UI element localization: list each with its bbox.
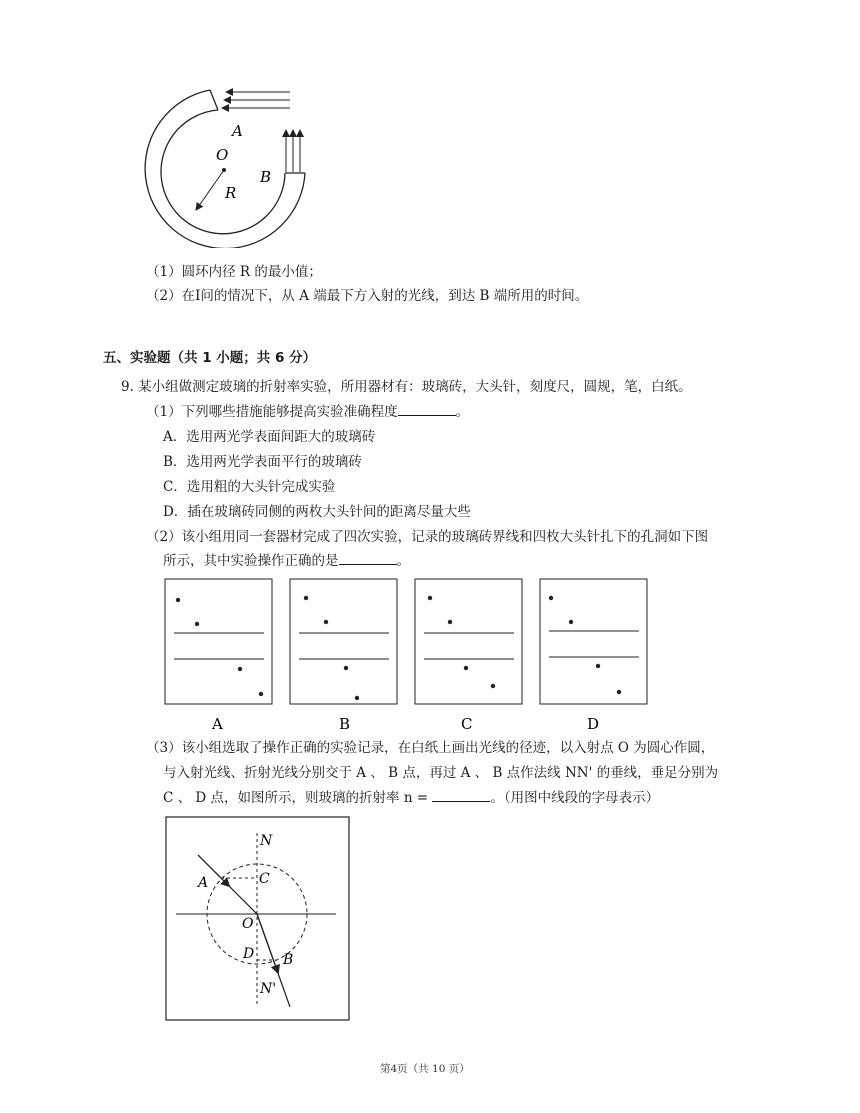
answer-blank-2[interactable] xyxy=(339,551,397,565)
refraction-figure xyxy=(164,815,352,1023)
panel-B xyxy=(290,579,397,733)
q9-part3-line1-text: （3）该小组选取了操作正确的实验记录，在白纸上画出光线的径迹，以入射点 O 为圆心作圆， xyxy=(146,740,715,756)
fig3-label-C: C xyxy=(259,871,270,887)
q8-sub1: （1）圆环内径 R 的最小值； xyxy=(146,264,322,280)
q9-stem: 9. 某小组做测定玻璃的折射率实验，所用器材有：玻璃砖，大头针，刻度尺，圆规，笔，白纸。 xyxy=(121,379,692,395)
fig3-label-D: D xyxy=(243,946,255,962)
section-title: 五、实验题（共 1 小题；共 6 分） xyxy=(103,350,317,366)
panel-D xyxy=(540,579,647,733)
q9-part3-line3 xyxy=(163,788,659,808)
page-footer: 第4页（共 10 页） xyxy=(380,1063,470,1075)
q9-part3-line3-b: 。（用图中线段的字母表示） xyxy=(490,790,660,806)
q9-part3-line2-text: 与入射光线、折射光线分别交于 A 、 B 点，再过 A 、 B 点作法线 NN' 的垂线，垂足分别为 xyxy=(163,765,719,781)
fig3-label-N: N xyxy=(260,833,273,849)
label-A: A xyxy=(232,122,243,140)
q8-sub2: （2）在Ⅰ问的情况下，从 A 端最下方入射的光线，到达 B 端所用的时间。 xyxy=(146,288,589,304)
q9-part2-end: 。 xyxy=(396,553,410,569)
panel-label-A: A xyxy=(212,715,223,733)
option-C: C．选用粗的大头针完成实验 xyxy=(163,479,336,495)
q9-part1-end: 。 xyxy=(455,404,470,420)
fig3-label-N-prime: N' xyxy=(260,981,277,997)
label-B: B xyxy=(260,168,272,186)
option-A: A．选用两光学表面间距大的玻璃砖 xyxy=(163,429,376,445)
q9-part1-text: （1）下列哪些措施能够提高实验准确程度 xyxy=(146,404,398,420)
q9-part3-line1 xyxy=(146,738,714,758)
answer-blank-1[interactable] xyxy=(398,402,456,416)
ring-figure xyxy=(140,78,310,248)
pin-panels-figure xyxy=(160,574,650,736)
panel-label-D: D xyxy=(587,715,600,733)
fig3-label-O: O xyxy=(242,916,254,932)
fig3-label-A: A xyxy=(198,875,209,891)
q9-part1 xyxy=(146,402,469,422)
q9-part3-line2 xyxy=(163,763,718,783)
q9-part2-line2 xyxy=(163,551,410,571)
panel-label-B: B xyxy=(339,715,351,733)
fig3-label-B: B xyxy=(283,952,294,968)
q9-part2-text: 所示，其中实验操作正确的是 xyxy=(163,553,339,569)
q9-part2-line1: （2）该小组用同一套器材完成了四次实验，记录的玻璃砖界线和四枚大头针扎下的孔洞如下图 xyxy=(146,529,709,545)
answer-blank-3[interactable] xyxy=(432,788,490,802)
label-O: O xyxy=(216,146,229,164)
panel-A xyxy=(165,579,272,733)
q9-part3-line3-a: C 、 D 点，如图所示，则玻璃的折射率 n = xyxy=(163,790,429,806)
panel-label-C: C xyxy=(461,715,473,733)
option-B: B．选用两光学表面平行的玻璃砖 xyxy=(163,454,362,470)
option-D: D．插在玻璃砖同侧的两枚大头针间的距离尽量大些 xyxy=(163,504,471,520)
panel-C xyxy=(415,579,522,733)
label-R: R xyxy=(225,184,237,202)
